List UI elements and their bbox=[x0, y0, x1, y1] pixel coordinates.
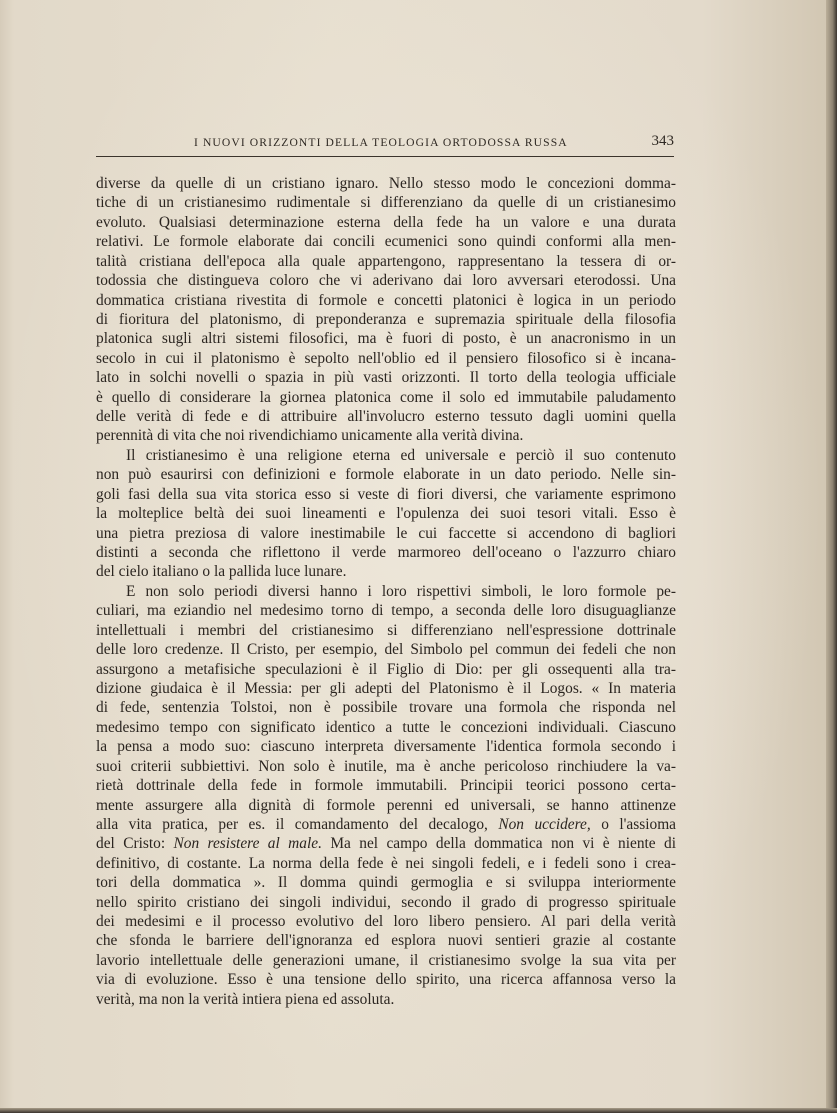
text-line: non può esaurirsi con definizioni e formole elaborate in un dato periodo. Nelle sin- bbox=[96, 466, 676, 484]
text-line: distinti a seconda che riflettono il verde marmoreo dell'oceano o l'azzurro chiaro bbox=[96, 544, 676, 562]
text-line: lavorio intellettuale delle generazioni umane, il cristianesimo svolge la sua vita per bbox=[96, 951, 676, 969]
text-line: intellettuali i membri del cristianesimo si differenziano nell'espressione dottrinale bbox=[96, 621, 676, 639]
text-line: secolo in cui il platonismo è sepolto nell'oblio ed il pensiero filosofico si è incana- bbox=[96, 349, 676, 367]
text-line: del cielo italiano o la pallida luce lunare. bbox=[96, 563, 347, 581]
page-number: 343 bbox=[651, 133, 674, 149]
text-line: assurgono a metafisiche speculazioni è il Figlio di Dio: per gli ossequenti alla tra- bbox=[96, 660, 676, 678]
text-line: mente assurgere alla dignità di formole perenni ed universali, se hanno attinenze bbox=[96, 796, 676, 814]
text-line: lato in solchi novelli o spazia in più vasti orizzonti. Il torto della teologia ufficiale bbox=[96, 369, 676, 387]
page-edge-right bbox=[826, 0, 837, 1113]
text-line: una pietra preziosa di valore inestimabile le cui faccette si accendono di bagliori bbox=[96, 524, 676, 542]
text-line: evoluto. Qualsiasi determinazione esterna della fede ha un valore e una durata bbox=[96, 213, 676, 231]
text-line: talità cristiana dell'epoca alla quale appartengono, rappresentano la tessera di or- bbox=[96, 252, 676, 270]
text-line: dommatica cristiana rivestita di formole e concetti platonici è logica in un periodo bbox=[96, 291, 676, 309]
text-line: la molteplice beltà dei suoi lineamenti e l'opulenza dei suoi tesori vitali. Esso è bbox=[96, 505, 676, 523]
text-line: Il cristianesimo è una religione eterna ed universale e perciò il suo contenuto bbox=[126, 446, 676, 464]
text-line: delle verità di fede e di attribuire all'involucro esterno tessuto dagli uomini quella bbox=[96, 408, 676, 426]
text-line: delle loro credenze. Il Cristo, per esempio, del Simbolo pel commun dei fedeli che non bbox=[96, 641, 676, 659]
text-line: tori della dommatica ». Il domma quindi germoglia e si sviluppa interiormente bbox=[96, 874, 676, 892]
text-line: nello spirito cristiano dei singoli individui, secondo il grado di progresso spirituale bbox=[96, 893, 676, 911]
text-line: dizione giudaica è il Messia: per gli adepti del Platonismo è il Logos. « In materia bbox=[96, 679, 676, 697]
text-line: diverse da quelle di un cristiano ignaro. Nello stesso modo le concezioni domma- bbox=[96, 175, 676, 192]
text-line: verità, ma non la verità intiera piena ed assoluta. bbox=[96, 990, 395, 1008]
text-line: E non solo periodi diversi hanno i loro rispettivi simboli, le loro formole pe- bbox=[126, 582, 676, 600]
text-line: via di evoluzione. Esso è una tensione dello spirito, una ricerca affannosa verso la bbox=[96, 971, 676, 989]
page-edge-bottom bbox=[0, 1108, 837, 1113]
text-line: perennità di vita che noi rivendichiamo unicamente alla verità divina. bbox=[96, 427, 524, 445]
text-line: la pensa a modo suo: ciascuno interpreta diversamente l'identica formola secondo i bbox=[96, 738, 676, 756]
running-title: I NUOVI ORIZZONTI DELLA TEOLOGIA ORTODOSSA RUSSA bbox=[194, 136, 568, 149]
text-line: medesimo tempo con significato identico a tutte le concezioni individuali. Ciascuno bbox=[96, 718, 676, 736]
text-line: rietà dottrinale della fede in formole immutabili. Principii teorici possono certa- bbox=[96, 777, 676, 795]
text-line: culiari, ma eziandio nel medesimo torno di tempo, a seconda delle loro disuguaglianze bbox=[96, 602, 676, 620]
text-line: relativi. Le formole elaborate dai concili ecumenici sono quindi conformi alla men- bbox=[96, 233, 676, 251]
text-line: tiche di un cristianesimo rudimentale si differenziano da quelle di un cristianesimo bbox=[96, 194, 676, 212]
body-text bbox=[96, 174, 676, 1009]
text-line: definitivo, di costante. La norma della fede è nei singoli fedeli, e i fedeli sono i crea- bbox=[96, 854, 676, 872]
text-line: del Cristo: Non resistere al male. Ma nel campo della dommatica non vi è niente di bbox=[96, 835, 676, 853]
text-line: di fede, sentenzia Tolstoi, non è possibile trovare una formola che risponda nel bbox=[96, 699, 676, 717]
text-line: todossia che distingueva coloro che vi aderivano dai loro avversari eterodossi. Una bbox=[96, 272, 676, 290]
text-line: di fioritura del platonismo, di preponderanza e supremazia spirituale della filosofia bbox=[96, 310, 676, 328]
text-line: goli fasi della sua vita storica esso si veste di fiori diversi, che variamente esprimono bbox=[96, 485, 676, 503]
page-header bbox=[96, 132, 674, 157]
text-line: è quello di considerare la giornea platonica come il solo ed immutabile paludamento bbox=[96, 388, 676, 406]
text-line: alla vita pratica, per es. il comandamento del decalogo, Non uccidere, o l'assioma bbox=[96, 815, 676, 833]
text-line: platonica sugli altri sistemi filosofici, ma è fuori di posto, è un anacronismo in un bbox=[96, 330, 676, 348]
text-line: suoi criterii subbiettivi. Non solo è inutile, ma è anche pericoloso rinchiudere la va- bbox=[96, 757, 676, 775]
text-line: dei medesimi e il processo evolutivo del loro libero pensiero. Al pari della verità bbox=[96, 913, 676, 931]
text-line: che sfonda le barriere dell'ignoranza ed esplora nuovi sentieri grazie al costante bbox=[96, 932, 676, 950]
